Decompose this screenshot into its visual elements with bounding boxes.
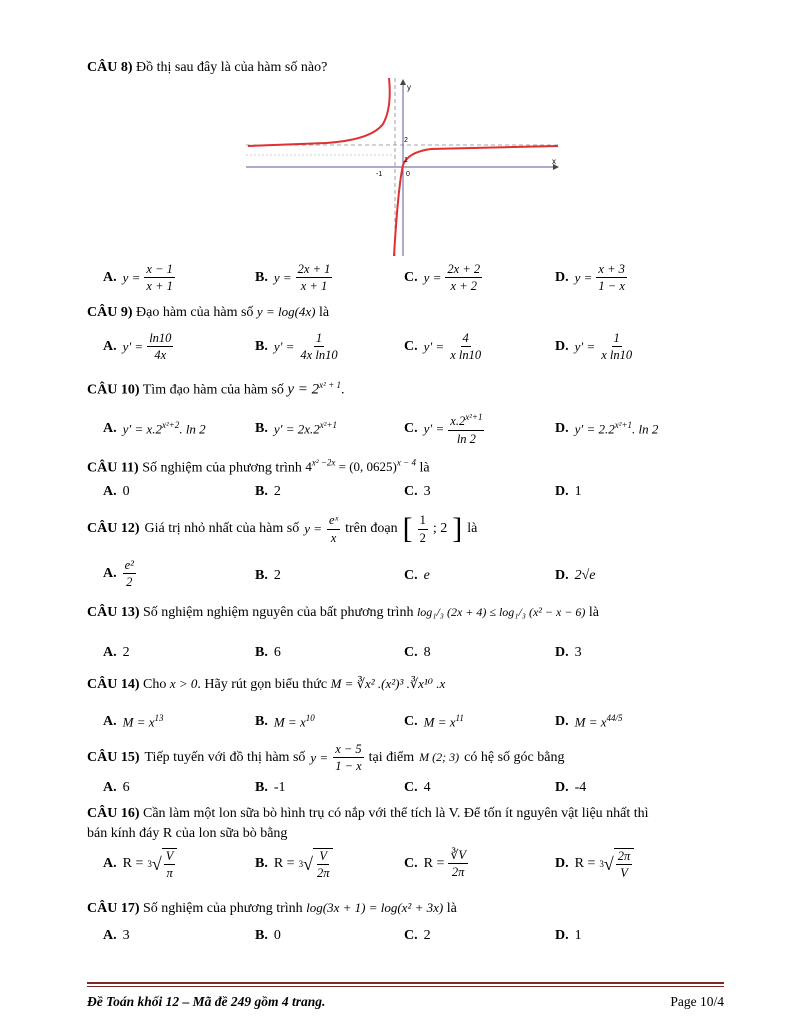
q16-options <box>0 848 792 888</box>
footer-title: Đề Toán khối 12 – Mã đề 249 gồm 4 trang. <box>87 994 326 1009</box>
option-c[interactable]: C. 2 <box>404 928 431 943</box>
tick-label-2: 2 <box>404 137 408 144</box>
option-d[interactable]: D. 1 <box>555 484 582 499</box>
question-11: CÂU 11) Số nghiệm của phương trình $4^{x^2 -2x} = (0$, 0625)$^{x - 4}$ là <box>87 458 430 476</box>
footer-rule <box>87 982 724 984</box>
x-axis-label: x <box>552 157 556 166</box>
left-branch <box>248 78 390 146</box>
option-c[interactable]: C. $M = x^{11}$ <box>404 713 464 730</box>
option-a[interactable]: A. $y' = x.2^{x^2+2}$. ln 2 <box>103 420 206 437</box>
hyperbola-graph <box>246 78 564 258</box>
option-a[interactable]: A. $M = x^{13}$ <box>103 713 164 730</box>
option-a[interactable]: A. 0 <box>103 484 130 499</box>
option-a[interactable]: A. 2 <box>103 645 130 660</box>
option-c[interactable]: C. 4 <box>404 780 431 795</box>
option-d[interactable]: D. $y' = 2.2^{x^2+1}$. ln 2 <box>555 420 659 437</box>
option-b[interactable]: B. 0 <box>255 928 281 943</box>
option-c[interactable]: C. e <box>404 568 430 583</box>
option-c[interactable]: C. R = $\frac{∛V}{2\pi}$ <box>404 848 466 880</box>
q8-options <box>0 262 792 302</box>
question-13: CÂU 13) Số nghiệm nghiệm nguyên của bất phương trình log₁/₃ (2x + 4) ≤ log₁/₃ (x² − x − 6) là <box>87 605 600 620</box>
option-a[interactable]: A. 3 <box>103 928 130 943</box>
page-number: Page 10/4 <box>670 994 724 1009</box>
question-17: CÂU 17) Số nghiệm của phương trình log(3x + 1) = log(x² + 3x) là <box>87 900 457 916</box>
option-a[interactable]: A. 6 <box>103 780 130 795</box>
option-b[interactable]: B. R = 3 √ $\frac{V}{2\pi}$ <box>255 848 333 881</box>
question-16: CÂU 16) Cần làm một lon sữa bò hình trụ có nắp với thể tích là V. Để tốn ít nguyên vật liệu nhất thì <box>87 806 649 821</box>
question-14: CÂU 14) Cho x > 0. Hãy rút gọn biểu thức M = ∛x² .(x²)³ .∛x¹⁰ .x <box>87 676 446 692</box>
option-d[interactable]: D. y' = $\frac{1}{\text{x ln10}}$ <box>555 331 633 363</box>
option-d[interactable]: D. -4 <box>555 780 587 795</box>
option-a[interactable]: A. y = $\frac{x - 1}{x + 1}$ <box>103 262 173 294</box>
option-c[interactable]: C. y′ = $\frac{x.2^{x^2+1}}{\ln 2}$ <box>404 412 483 446</box>
option-d[interactable]: D. 2√e <box>555 568 596 583</box>
option-b[interactable]: B. -1 <box>255 780 286 795</box>
question-8 <box>87 60 327 76</box>
y-axis-label: y <box>407 83 411 92</box>
option-d[interactable]: D. $M = x^{44/5}$ <box>555 713 623 730</box>
option-c[interactable]: C. y' = $\frac{4}{\text{x ln10}}$ <box>404 331 482 363</box>
option-b[interactable]: B. y' = $\frac{1}{\text{4x ln10}}$ <box>255 331 338 363</box>
right-branch <box>394 146 558 256</box>
question-12: CÂU 12) Giá trị nhỏ nhất của hàm số y = $\frac{\text{eˣ}}{x}$ trên đoạn [ $\frac{1}{2}$ ; 2 ] là <box>87 512 478 545</box>
question-text: Đồ thị sau đây là của hàm số nào? <box>136 60 328 75</box>
tick-label-1: 1 <box>404 157 408 164</box>
option-d[interactable]: D. 1 <box>555 928 582 943</box>
question-10: CÂU 10) Tìm đạo hàm của hàm số $y = 2^{x^2 + 1}$. <box>87 380 345 398</box>
q14-options <box>0 705 792 745</box>
q10-options <box>0 412 792 452</box>
option-d[interactable]: D. 3 <box>555 645 582 660</box>
option-a[interactable]: A. R = 3 √ $\frac{V}{\pi}$ <box>103 848 177 881</box>
footer-rule-thin <box>87 986 724 987</box>
tick-label-0: 0 <box>406 171 410 178</box>
option-a[interactable]: A. $\frac{\text{e²}}{2}$ <box>103 558 134 590</box>
question-label: CÂU 8) <box>87 60 133 75</box>
question-15: CÂU 15) Tiếp tuyến với đồ thị hàm số y = $\frac{x - 5}{1 - x}$ tại điểm M (2; 3) có hệ số góc bằng <box>87 742 565 774</box>
option-d[interactable]: D. y = $\frac{x + 3}{1 - x}$ <box>555 262 625 294</box>
option-b[interactable]: B. 2 <box>255 568 281 583</box>
option-b[interactable]: B. 6 <box>255 645 281 660</box>
option-b[interactable]: B. 2 <box>255 484 281 499</box>
q12-options <box>0 558 792 598</box>
option-d[interactable]: D. R = 3 √ $\frac{2\pi}{V}$ <box>555 848 634 881</box>
q17-options <box>0 928 792 968</box>
option-b[interactable]: B. $M = x^{10}$ <box>255 713 315 730</box>
option-a[interactable]: A. y' = $\frac{\ln 10}{4x}$ <box>103 331 172 363</box>
question-9: CÂU 9) Đạo hàm của hàm số y = log(4x) là <box>87 304 330 320</box>
tick-label-neg1: -1 <box>376 171 383 178</box>
question-16-line2: bán kính đáy R của lon sữa bò bằng <box>87 826 288 841</box>
q9-options <box>0 331 792 371</box>
option-c[interactable]: C. 3 <box>404 484 431 499</box>
page-footer <box>87 982 724 1010</box>
option-c[interactable]: C. y = $\frac{2x + 2}{x + 2}$ <box>404 262 481 294</box>
option-c[interactable]: C. 8 <box>404 645 431 660</box>
option-b[interactable]: B. y = $\frac{2x + 1}{x + 1}$ <box>255 262 331 294</box>
option-b[interactable]: B. $y' = 2x.2^{x^2+1}$ <box>255 420 338 437</box>
